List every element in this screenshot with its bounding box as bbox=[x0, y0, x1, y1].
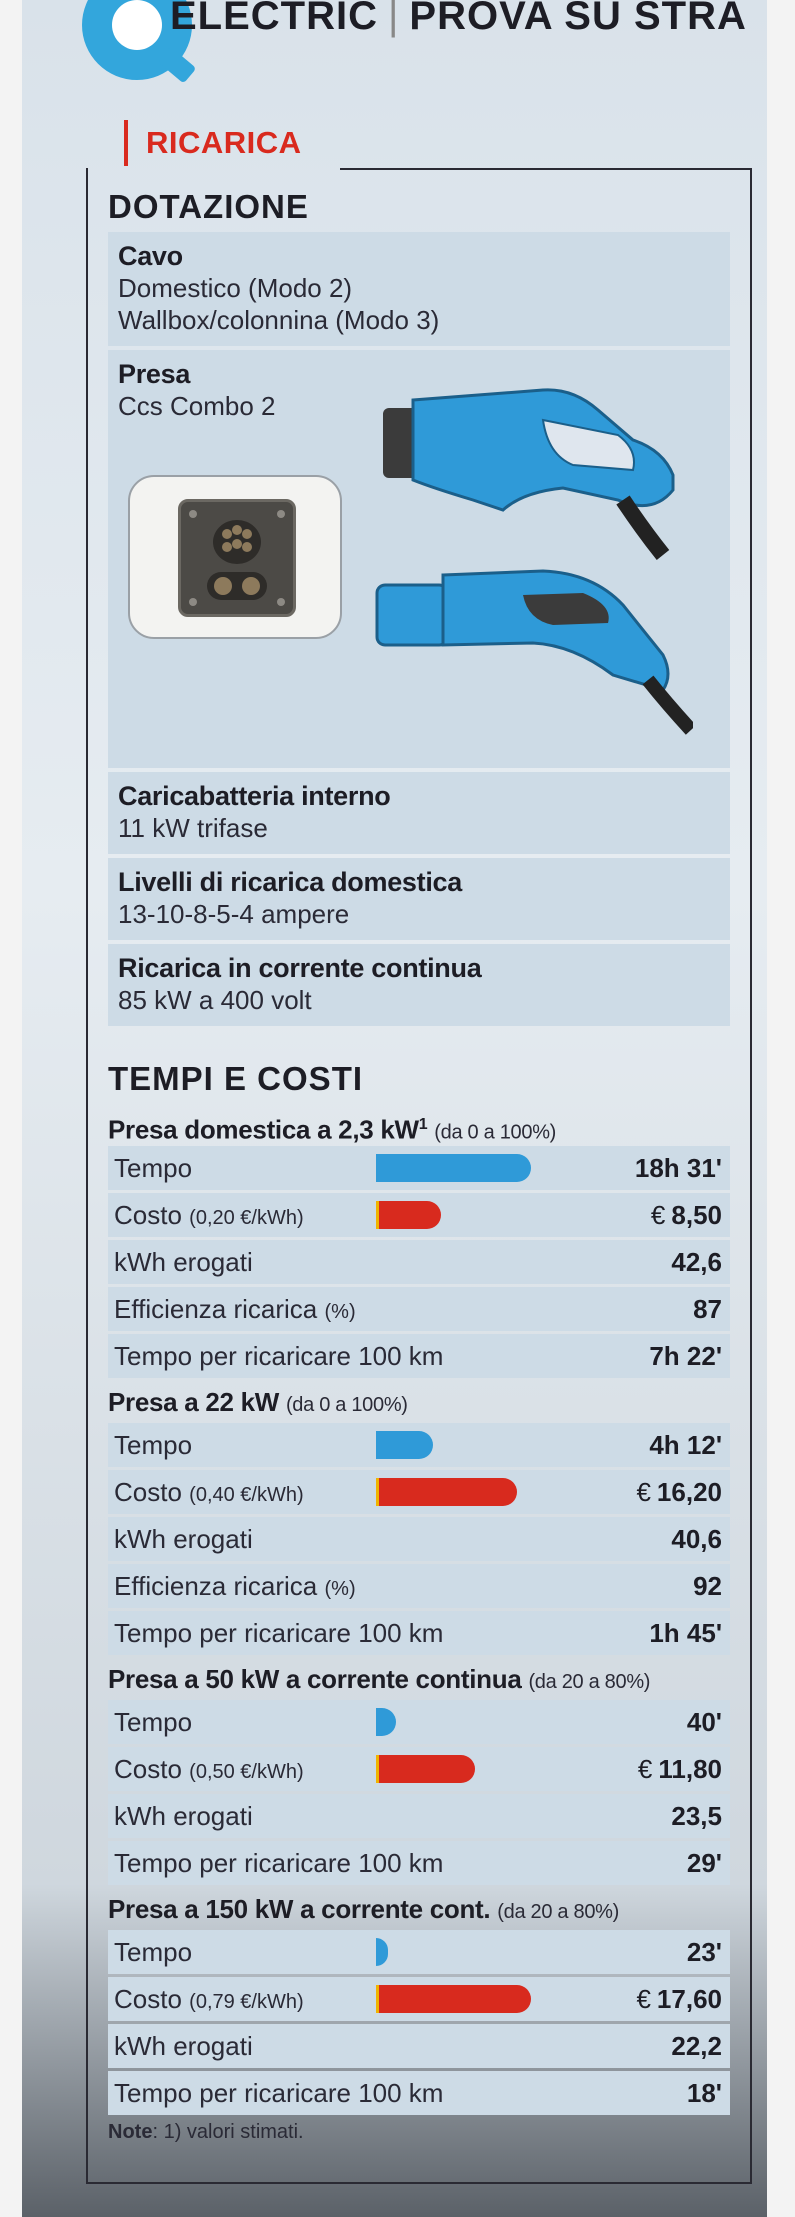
group-title bbox=[108, 1381, 730, 1423]
currency-symbol: € bbox=[636, 1984, 651, 2014]
table-row bbox=[108, 1841, 730, 1885]
group-title-text: Presa a 22 kW bbox=[108, 1387, 279, 1417]
group-title-text: Presa domestica a 2,3 kW bbox=[108, 1114, 419, 1145]
table-row bbox=[108, 1193, 730, 1237]
row-label: kWh erogati bbox=[114, 1247, 253, 1277]
cost-bar bbox=[376, 1201, 441, 1229]
row-label: Tempo per ricaricare 100 km bbox=[114, 1848, 444, 1878]
row-label: kWh erogati bbox=[114, 1524, 253, 1554]
row-value: 18h 31' bbox=[634, 1153, 722, 1183]
tempi-title: TEMPI E COSTI bbox=[108, 1060, 364, 1097]
header-separator: | bbox=[388, 0, 400, 38]
dotazione-title: DOTAZIONE bbox=[108, 188, 309, 225]
row-value: 4h 12' bbox=[649, 1430, 722, 1460]
header-left: ELECTRIC bbox=[170, 0, 378, 38]
continua-label: Ricarica in corrente continua bbox=[118, 953, 482, 983]
row-label-sub: (%) bbox=[324, 1578, 356, 1600]
row-value bbox=[636, 1470, 722, 1514]
group-title-text: Presa a 150 kW a corrente cont. bbox=[108, 1894, 491, 1924]
row-label: Tempo bbox=[114, 1707, 193, 1737]
row-label: Tempo bbox=[114, 1430, 193, 1460]
cavo-line1: Domestico (Modo 2) bbox=[118, 273, 353, 303]
cost-bar bbox=[376, 1985, 531, 2013]
ccs-socket-icon bbox=[178, 499, 296, 617]
group-title bbox=[108, 1888, 730, 1930]
row-label-sub: (0,79 €/kWh) bbox=[189, 1991, 304, 2013]
row-value: 42,6 bbox=[671, 1247, 722, 1277]
row-label bbox=[114, 1977, 304, 2024]
caricabatteria-block bbox=[108, 772, 730, 854]
table-row bbox=[108, 1611, 730, 1655]
group-range: (da 0 a 100%) bbox=[285, 1394, 408, 1416]
cavo-line2: Wallbox/colonnina (Modo 3) bbox=[118, 305, 440, 335]
table-row bbox=[108, 1794, 730, 1838]
row-value: 23,5 bbox=[671, 1801, 722, 1831]
time-bar bbox=[376, 1154, 531, 1182]
row-value-number: 16,20 bbox=[656, 1477, 722, 1507]
time-bar bbox=[376, 1938, 388, 1966]
page-margin-left bbox=[0, 0, 22, 2217]
row-value: 1h 45' bbox=[649, 1618, 722, 1648]
row-label-sub: (0,40 €/kWh) bbox=[189, 1484, 304, 1506]
presa-label: Presa bbox=[118, 359, 191, 389]
section-tag: RICARICA bbox=[124, 120, 302, 166]
livelli-block bbox=[108, 858, 730, 940]
row-value: 40' bbox=[686, 1707, 722, 1737]
table-row bbox=[108, 2024, 730, 2068]
row-value-number: 8,50 bbox=[671, 1200, 722, 1230]
row-value: 7h 22' bbox=[649, 1341, 722, 1371]
row-label bbox=[114, 1287, 356, 1334]
table-row bbox=[108, 2071, 730, 2115]
row-label: Tempo per ricaricare 100 km bbox=[114, 1341, 444, 1371]
row-value: 87 bbox=[693, 1294, 722, 1324]
row-label: kWh erogati bbox=[114, 2031, 253, 2061]
table-row bbox=[108, 1700, 730, 1744]
continua-block bbox=[108, 944, 730, 1026]
row-label: Tempo bbox=[114, 1937, 193, 1967]
row-value bbox=[651, 1193, 722, 1237]
row-label bbox=[114, 1470, 304, 1517]
footnote bbox=[108, 2121, 730, 2144]
table-row bbox=[108, 1930, 730, 1974]
frame-top-line bbox=[340, 168, 750, 170]
table-row bbox=[108, 1287, 730, 1331]
group-range: (da 0 a 100%) bbox=[434, 1121, 557, 1144]
continua-value: 85 kW a 400 volt bbox=[118, 985, 312, 1015]
table-row bbox=[108, 1977, 730, 2021]
group-title-text: Presa a 50 kW a corrente continua bbox=[108, 1664, 522, 1694]
presa-block bbox=[108, 350, 730, 768]
table-row bbox=[108, 1517, 730, 1561]
group-title bbox=[108, 1104, 730, 1146]
row-label: Tempo per ricaricare 100 km bbox=[114, 1618, 444, 1648]
time-bar bbox=[376, 1431, 433, 1459]
table-row bbox=[108, 1470, 730, 1514]
cost-bar bbox=[376, 1478, 517, 1506]
row-value: 40,6 bbox=[671, 1524, 722, 1554]
cost-bar bbox=[376, 1755, 475, 1783]
currency-symbol: € bbox=[636, 1477, 651, 1507]
row-label: Tempo per ricaricare 100 km bbox=[114, 2078, 444, 2108]
table-row bbox=[108, 1423, 730, 1467]
row-label: Tempo bbox=[114, 1153, 193, 1183]
charging-plug-icon bbox=[373, 380, 693, 560]
row-label-text: Efficienza ricarica bbox=[114, 1571, 318, 1601]
row-label-text: Efficienza ricarica bbox=[114, 1294, 318, 1324]
time-bar bbox=[376, 1708, 396, 1736]
row-label: kWh erogati bbox=[114, 1801, 253, 1831]
group-range: (da 20 a 80%) bbox=[528, 1671, 651, 1693]
row-label bbox=[114, 1193, 304, 1240]
row-label-text: Costo bbox=[114, 1754, 182, 1784]
row-value: 18' bbox=[686, 2078, 722, 2108]
group-title-sup: 1 bbox=[418, 1116, 428, 1133]
charging-plug-icon bbox=[373, 565, 693, 735]
cavo-block bbox=[108, 232, 730, 346]
table-row bbox=[108, 1240, 730, 1284]
row-label-text: Costo bbox=[114, 1984, 182, 2014]
row-value-number: 17,60 bbox=[656, 1984, 722, 2014]
currency-symbol: € bbox=[637, 1754, 653, 1784]
row-value: 29' bbox=[686, 1848, 722, 1878]
footnote-label: Note bbox=[108, 2121, 153, 2143]
header-right: PROVA SU STRA bbox=[409, 0, 747, 38]
livelli-label: Livelli di ricarica domestica bbox=[118, 867, 462, 897]
livelli-value: 13-10-8-5-4 ampere bbox=[118, 899, 350, 929]
group-range: (da 20 a 80%) bbox=[497, 1901, 620, 1923]
row-label-text: Costo bbox=[114, 1200, 182, 1230]
row-value bbox=[638, 1747, 722, 1791]
table-row bbox=[108, 1334, 730, 1378]
row-label-sub: (%) bbox=[324, 1301, 356, 1323]
cavo-label: Cavo bbox=[118, 241, 183, 271]
table-row bbox=[108, 1146, 730, 1190]
row-label bbox=[114, 1747, 304, 1794]
row-label-sub: (0,50 €/kWh) bbox=[189, 1761, 304, 1783]
presa-value: Ccs Combo 2 bbox=[118, 391, 276, 421]
main-content bbox=[108, 182, 730, 2144]
row-label-text: Costo bbox=[114, 1477, 182, 1507]
footnote-text: : 1) valori stimati. bbox=[152, 2121, 304, 2143]
group-title bbox=[108, 1658, 730, 1700]
caricabatteria-value: 11 kW trifase bbox=[118, 813, 268, 843]
page-margin-right bbox=[767, 0, 795, 2217]
row-value-number: 11,80 bbox=[658, 1754, 722, 1784]
row-value: 92 bbox=[693, 1571, 722, 1601]
row-label-sub: (0,20 €/kWh) bbox=[189, 1207, 304, 1229]
magazine-header bbox=[170, 0, 747, 39]
table-row bbox=[108, 1747, 730, 1791]
caricabatteria-label: Caricabatteria interno bbox=[118, 781, 391, 811]
table-row bbox=[108, 1564, 730, 1608]
row-value: 23' bbox=[686, 1937, 722, 1967]
currency-symbol: € bbox=[650, 1200, 666, 1230]
row-label bbox=[114, 1564, 356, 1611]
row-value: 22,2 bbox=[671, 2031, 722, 2061]
socket-card bbox=[128, 475, 342, 639]
row-value bbox=[636, 1977, 722, 2021]
